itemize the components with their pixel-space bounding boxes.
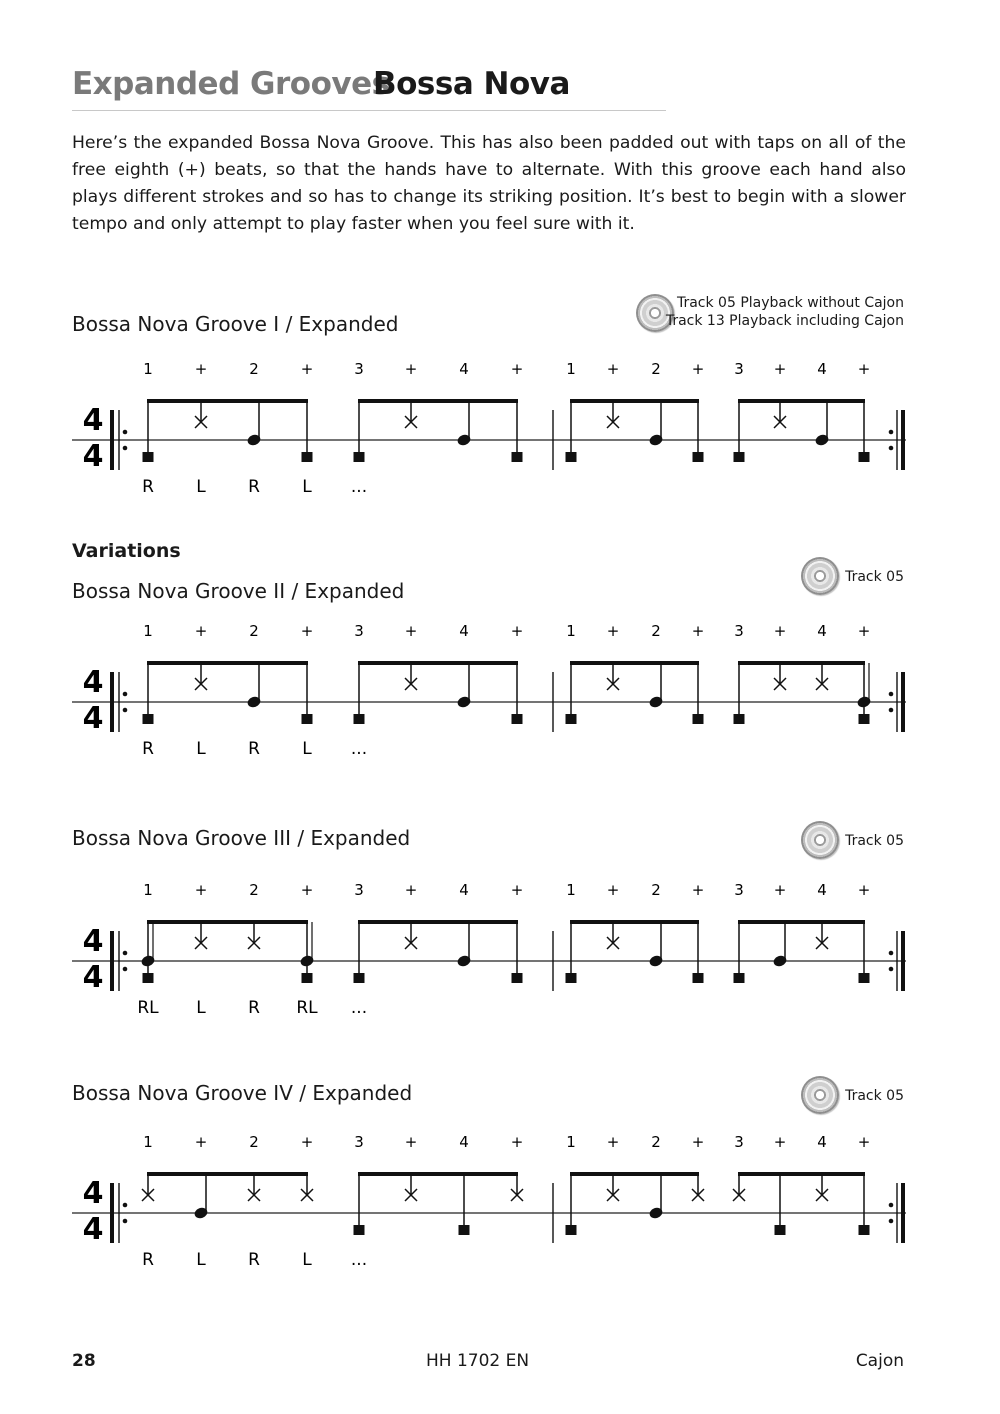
time-signature-top: 4 bbox=[82, 403, 104, 438]
bass-note bbox=[693, 714, 704, 724]
note bbox=[734, 922, 745, 983]
count-label: 4 bbox=[459, 622, 469, 640]
page-heading bbox=[72, 64, 666, 111]
beam bbox=[147, 661, 308, 665]
bass-note bbox=[302, 973, 313, 983]
count-label: + bbox=[691, 360, 705, 378]
variations-heading: Variations bbox=[72, 540, 181, 562]
count-label: 3 bbox=[734, 1133, 744, 1151]
count-label: + bbox=[606, 622, 620, 640]
note bbox=[607, 1174, 619, 1201]
time-signature-bottom: 4 bbox=[82, 439, 104, 474]
note bbox=[566, 922, 577, 983]
note bbox=[405, 401, 417, 428]
note bbox=[246, 401, 262, 447]
beam bbox=[147, 399, 308, 403]
count-label: 2 bbox=[651, 622, 661, 640]
hand-label: L bbox=[196, 739, 206, 759]
count-label: 1 bbox=[143, 881, 153, 899]
bass-note bbox=[734, 714, 745, 724]
hand-label: ... bbox=[350, 739, 368, 759]
count-label: 1 bbox=[566, 1133, 576, 1151]
repeat-dot bbox=[889, 692, 894, 697]
count-label: + bbox=[300, 1133, 314, 1151]
hand-label: ... bbox=[350, 998, 368, 1018]
count-label: 2 bbox=[249, 1133, 259, 1151]
note bbox=[566, 1174, 577, 1235]
note bbox=[354, 401, 365, 462]
note bbox=[456, 922, 472, 968]
repeat-dot bbox=[123, 967, 128, 972]
repeat-dot bbox=[123, 446, 128, 451]
bass-note bbox=[302, 452, 313, 462]
count-label: + bbox=[691, 881, 705, 899]
note bbox=[648, 922, 664, 968]
repeat-dot bbox=[123, 1219, 128, 1224]
count-label: + bbox=[773, 881, 787, 899]
hand-label: L bbox=[302, 739, 312, 759]
count-label: + bbox=[194, 881, 208, 899]
count-label: 3 bbox=[734, 622, 744, 640]
count-label: + bbox=[773, 622, 787, 640]
count-label: + bbox=[404, 881, 418, 899]
note bbox=[856, 663, 872, 724]
count-label: 4 bbox=[817, 881, 827, 899]
hand-label: L bbox=[196, 477, 206, 497]
hand-label: L bbox=[302, 477, 312, 497]
groove-title: Bossa Nova Groove III / Expanded bbox=[72, 826, 411, 850]
note bbox=[814, 401, 830, 447]
hand-label: R bbox=[248, 1250, 260, 1270]
count-label: 4 bbox=[817, 622, 827, 640]
hand-label: L bbox=[302, 1250, 312, 1270]
track-line: Track 05 bbox=[845, 1088, 904, 1104]
bass-note bbox=[143, 452, 154, 462]
count-label: 2 bbox=[249, 622, 259, 640]
rhythm-staff bbox=[0, 1113, 1000, 1273]
cd-icon bbox=[801, 1076, 839, 1114]
count-label: + bbox=[857, 881, 871, 899]
count-label: 3 bbox=[354, 360, 364, 378]
groove-title: Bossa Nova Groove IV / Expanded bbox=[72, 1081, 413, 1105]
track-info bbox=[666, 294, 904, 330]
track-info bbox=[845, 568, 904, 586]
repeat-end-thick bbox=[901, 672, 905, 732]
intro-paragraph: Here’s the expanded Bossa Nova Groove. This has also been padded out with taps on all of the free eighth (+) beats, so that the hands have to alternate. With this groove each hand also plays different strokes and so has to change its striking position. It’s best to begin with a slower tempo and only attempt to play faster when you feel sure with it. bbox=[72, 133, 906, 234]
note bbox=[859, 1174, 870, 1235]
note bbox=[459, 1174, 470, 1235]
note bbox=[816, 1174, 828, 1201]
track-info bbox=[845, 1087, 904, 1105]
count-label: 3 bbox=[354, 1133, 364, 1151]
beam bbox=[738, 920, 865, 924]
note bbox=[816, 922, 828, 949]
hand-label: R bbox=[248, 477, 260, 497]
count-label: + bbox=[691, 1133, 705, 1151]
note bbox=[299, 922, 315, 983]
count-label: 2 bbox=[651, 360, 661, 378]
note bbox=[301, 1174, 313, 1201]
time-signature-bottom: 4 bbox=[82, 960, 104, 995]
count-label: 2 bbox=[651, 1133, 661, 1151]
count-label: + bbox=[773, 360, 787, 378]
note bbox=[566, 663, 577, 724]
repeat-dot bbox=[123, 692, 128, 697]
bass-note bbox=[143, 973, 154, 983]
repeat-dot bbox=[123, 951, 128, 956]
count-label: + bbox=[606, 1133, 620, 1151]
count-label: 4 bbox=[459, 881, 469, 899]
repeat-dot bbox=[123, 708, 128, 713]
count-label: 2 bbox=[249, 360, 259, 378]
hand-label: R bbox=[142, 477, 154, 497]
bass-note bbox=[859, 1225, 870, 1235]
note bbox=[607, 401, 619, 428]
note bbox=[248, 1174, 260, 1201]
count-label: 3 bbox=[734, 360, 744, 378]
book-code: HH 1702 EN bbox=[426, 1351, 530, 1371]
note bbox=[512, 922, 523, 983]
count-label: 1 bbox=[566, 881, 576, 899]
note bbox=[405, 922, 417, 949]
repeat-dot bbox=[889, 708, 894, 713]
bass-note bbox=[302, 714, 313, 724]
count-label: + bbox=[606, 881, 620, 899]
note bbox=[607, 663, 619, 690]
beam bbox=[147, 1172, 308, 1176]
bass-note bbox=[566, 714, 577, 724]
beam bbox=[738, 399, 865, 403]
repeat-end-thick bbox=[901, 931, 905, 991]
beam bbox=[358, 399, 518, 403]
repeat-start-thick bbox=[110, 672, 114, 732]
bass-note bbox=[693, 452, 704, 462]
note bbox=[511, 1174, 523, 1201]
beam bbox=[570, 661, 699, 665]
count-label: + bbox=[691, 622, 705, 640]
beam bbox=[147, 920, 308, 924]
count-label: + bbox=[510, 881, 524, 899]
note bbox=[193, 1174, 209, 1220]
repeat-end-thick bbox=[901, 410, 905, 470]
note bbox=[512, 663, 523, 724]
note bbox=[774, 401, 786, 428]
hand-label: R bbox=[248, 739, 260, 759]
count-label: + bbox=[857, 622, 871, 640]
note bbox=[142, 1174, 154, 1201]
repeat-dot bbox=[889, 967, 894, 972]
note bbox=[734, 663, 745, 724]
note bbox=[140, 922, 156, 983]
repeat-dot bbox=[889, 446, 894, 451]
bass-note bbox=[734, 973, 745, 983]
count-label: + bbox=[300, 881, 314, 899]
page-number: 28 bbox=[72, 1351, 96, 1371]
time-signature-top: 4 bbox=[82, 924, 104, 959]
track-line: Track 13 Playback including Cajon bbox=[665, 313, 904, 329]
count-label: 2 bbox=[651, 881, 661, 899]
note bbox=[354, 1174, 365, 1235]
note bbox=[302, 401, 313, 462]
count-label: 2 bbox=[249, 881, 259, 899]
note bbox=[354, 663, 365, 724]
note bbox=[195, 922, 207, 949]
note bbox=[693, 401, 704, 462]
bass-note bbox=[143, 714, 154, 724]
repeat-start-thick bbox=[110, 410, 114, 470]
hand-label: RL bbox=[137, 998, 159, 1018]
note bbox=[693, 922, 704, 983]
note bbox=[354, 922, 365, 983]
repeat-end-thick bbox=[901, 1183, 905, 1243]
beam bbox=[570, 1172, 699, 1176]
bass-note bbox=[859, 973, 870, 983]
beam bbox=[570, 920, 699, 924]
hand-label: ... bbox=[350, 477, 368, 497]
beam bbox=[358, 661, 518, 665]
note bbox=[143, 401, 154, 462]
beam bbox=[358, 1172, 518, 1176]
count-label: + bbox=[857, 1133, 871, 1151]
note bbox=[648, 401, 664, 447]
count-label: 4 bbox=[459, 360, 469, 378]
note bbox=[734, 401, 745, 462]
bass-note bbox=[734, 452, 745, 462]
time-signature-top: 4 bbox=[82, 1176, 104, 1211]
note bbox=[648, 1174, 664, 1220]
bass-note bbox=[354, 714, 365, 724]
count-label: 4 bbox=[459, 1133, 469, 1151]
count-label: + bbox=[510, 622, 524, 640]
note bbox=[772, 922, 788, 968]
cd-icon bbox=[801, 821, 839, 859]
note bbox=[774, 663, 786, 690]
bass-note bbox=[459, 1225, 470, 1235]
count-label: + bbox=[194, 622, 208, 640]
note bbox=[816, 663, 828, 690]
count-label: 3 bbox=[354, 622, 364, 640]
rhythm-staff bbox=[0, 340, 1000, 500]
note bbox=[648, 663, 664, 709]
count-label: 3 bbox=[354, 881, 364, 899]
track-info bbox=[845, 832, 904, 850]
note bbox=[195, 663, 207, 690]
instrument-name: Cajon bbox=[855, 1351, 904, 1371]
note bbox=[607, 922, 619, 949]
cd-icon bbox=[801, 557, 839, 595]
count-label: + bbox=[510, 360, 524, 378]
count-label: 3 bbox=[734, 881, 744, 899]
count-label: 1 bbox=[566, 622, 576, 640]
time-signature-bottom: 4 bbox=[82, 701, 104, 736]
repeat-dot bbox=[889, 1219, 894, 1224]
beam bbox=[358, 920, 518, 924]
rhythm-staff bbox=[0, 602, 1000, 762]
note bbox=[692, 1174, 704, 1201]
beam bbox=[738, 661, 865, 665]
note bbox=[693, 663, 704, 724]
repeat-dot bbox=[123, 1203, 128, 1208]
note bbox=[566, 401, 577, 462]
note bbox=[456, 401, 472, 447]
hand-label: R bbox=[142, 739, 154, 759]
count-label: + bbox=[194, 1133, 208, 1151]
count-label: + bbox=[404, 622, 418, 640]
bass-note bbox=[354, 973, 365, 983]
section-title: Expanded Grooves bbox=[72, 66, 390, 102]
count-label: + bbox=[404, 1133, 418, 1151]
hand-label: R bbox=[248, 998, 260, 1018]
beam bbox=[738, 1172, 865, 1176]
track-line: Track 05 bbox=[845, 569, 904, 585]
repeat-start-thick bbox=[110, 1183, 114, 1243]
repeat-dot bbox=[889, 430, 894, 435]
bass-note bbox=[512, 452, 523, 462]
count-label: 1 bbox=[143, 360, 153, 378]
rhythm-staff bbox=[0, 861, 1000, 1021]
track-line: Track 05 bbox=[845, 833, 904, 849]
count-label: + bbox=[510, 1133, 524, 1151]
time-signature-bottom: 4 bbox=[82, 1212, 104, 1247]
count-label: + bbox=[300, 622, 314, 640]
note bbox=[775, 1174, 786, 1235]
repeat-dot bbox=[889, 951, 894, 956]
bass-note bbox=[512, 714, 523, 724]
count-label: + bbox=[300, 360, 314, 378]
hand-label: RL bbox=[296, 998, 318, 1018]
hand-label: L bbox=[196, 1250, 206, 1270]
track-line: Track 05 Playback without Cajon bbox=[676, 295, 904, 311]
count-label: + bbox=[606, 360, 620, 378]
bass-note bbox=[354, 452, 365, 462]
count-label: 1 bbox=[143, 622, 153, 640]
note bbox=[195, 401, 207, 428]
bass-note bbox=[859, 714, 870, 724]
note bbox=[302, 663, 313, 724]
repeat-dot bbox=[123, 430, 128, 435]
note bbox=[143, 663, 154, 724]
bass-note bbox=[566, 973, 577, 983]
bass-note bbox=[775, 1225, 786, 1235]
note bbox=[859, 401, 870, 462]
count-label: + bbox=[404, 360, 418, 378]
count-label: + bbox=[773, 1133, 787, 1151]
groove-title: Bossa Nova Groove I / Expanded bbox=[72, 312, 399, 336]
count-label: 1 bbox=[143, 1133, 153, 1151]
page-title: Bossa Nova bbox=[373, 66, 570, 102]
count-label: 1 bbox=[566, 360, 576, 378]
bass-note bbox=[693, 973, 704, 983]
note bbox=[248, 922, 260, 949]
note bbox=[512, 401, 523, 462]
bass-note bbox=[354, 1225, 365, 1235]
bass-note bbox=[566, 452, 577, 462]
groove-title: Bossa Nova Groove II / Expanded bbox=[72, 579, 405, 603]
bass-note bbox=[859, 452, 870, 462]
bass-note bbox=[512, 973, 523, 983]
repeat-start-thick bbox=[110, 931, 114, 991]
beam bbox=[570, 399, 699, 403]
note bbox=[246, 663, 262, 709]
note bbox=[456, 663, 472, 709]
hand-label: L bbox=[196, 998, 206, 1018]
count-label: 4 bbox=[817, 1133, 827, 1151]
note bbox=[405, 663, 417, 690]
hand-label: R bbox=[142, 1250, 154, 1270]
hand-label: ... bbox=[350, 1250, 368, 1270]
count-label: + bbox=[194, 360, 208, 378]
count-label: + bbox=[857, 360, 871, 378]
bass-note bbox=[566, 1225, 577, 1235]
count-label: 4 bbox=[817, 360, 827, 378]
note bbox=[733, 1174, 745, 1201]
note bbox=[405, 1174, 417, 1201]
time-signature-top: 4 bbox=[82, 665, 104, 700]
note bbox=[859, 922, 870, 983]
repeat-dot bbox=[889, 1203, 894, 1208]
